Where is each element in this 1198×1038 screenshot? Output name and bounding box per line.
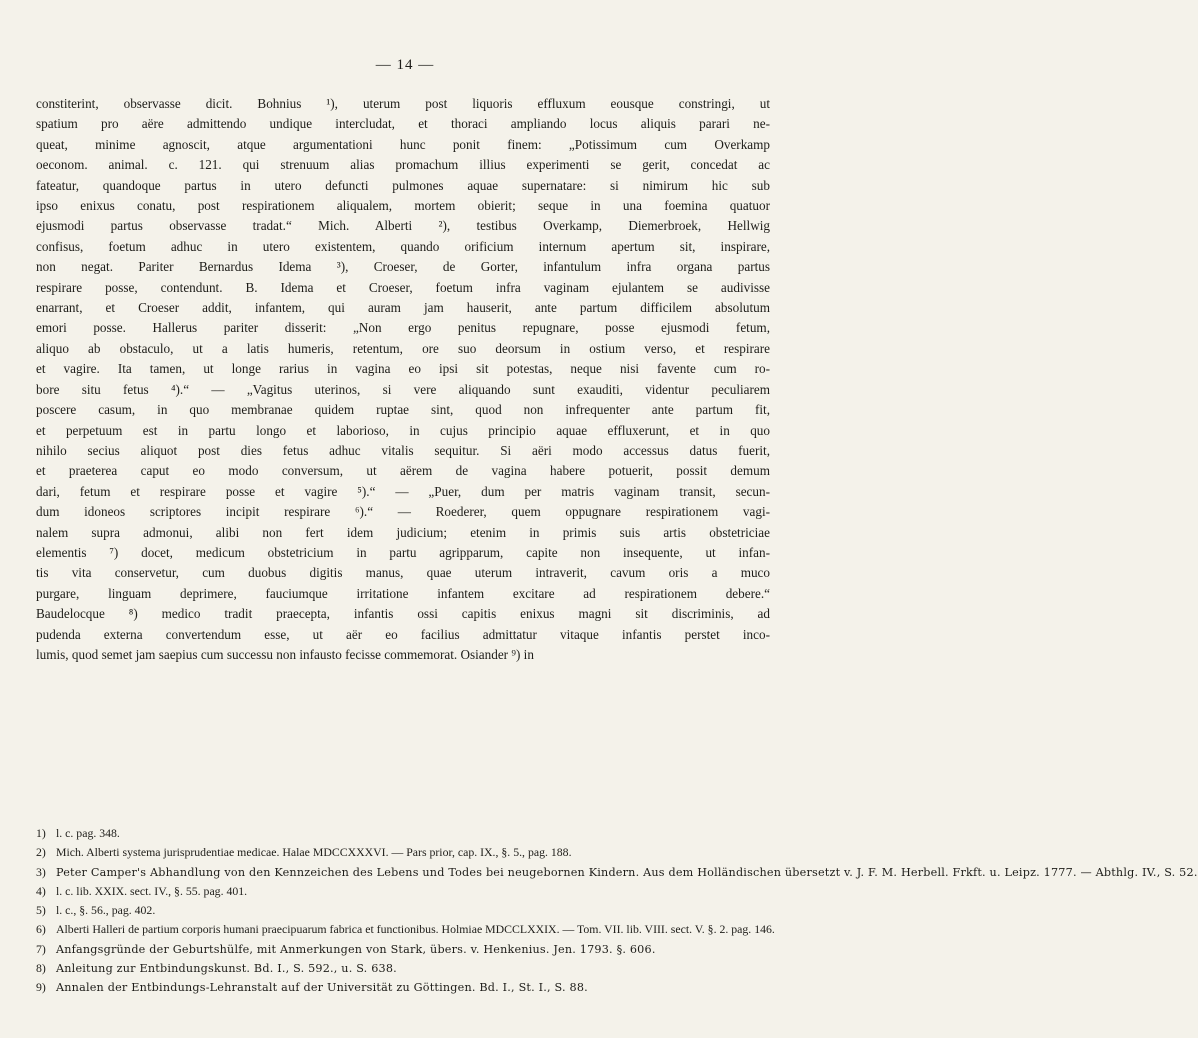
footnote-number: 6) [36, 922, 46, 937]
footnote-text: Mich. Alberti systema jurisprudentiae medicae. Halae MDCCXXXVI. — Pars prior, cap. IX., §. 5., pag. 188. [56, 845, 572, 860]
text-line: emori posse. Hallerus pariter disserit: „Non ergo penitus repugnare, posse ejusmodi fetum, [36, 320, 770, 336]
text-line: ipso enixus conatu, post respirationem aliqualem, mortem obierit; seque in una foemina quatuor [36, 198, 770, 214]
text-line: oeconom. animal. c. 121. qui strenuum alias promachum illius experimenti se gerit, concedat ac [36, 157, 770, 173]
text-line: non negat. Pariter Bernardus Idema ³), Croeser, de Gorter, infantulum infra organa partus [36, 259, 770, 275]
text-line: Baudelocque ⁸) medico tradit praecepta, infantis ossi capitis enixus magni sit discriminis, ad [36, 606, 770, 622]
footnote-number: 9) [36, 980, 46, 995]
footnote [36, 940, 770, 959]
text-line: lumis, quod semet jam saepius cum successu non infausto fecisse commemorat. Osiander ⁹) in [36, 646, 534, 662]
footnote-number: 3) [36, 864, 46, 879]
text-line: dari, fetum et respirare posse et vagire ⁵).“ — „Puer, dum per matris vaginam transit, secun- [36, 483, 770, 499]
text-line: enarrant, et Croeser addit, infantem, qui auram jam hauserit, ante partum difficilem absolutum [36, 300, 770, 316]
text-line: et vagire. Ita tamen, ut longe rarius in vagina eo ipsi sit potestas, neque nisi favente cum ro- [36, 361, 770, 377]
footnote-number: 8) [36, 961, 46, 976]
footnote [36, 959, 770, 978]
text-line: dum idoneos scriptores incipit respirare ⁶).“ — Roederer, quem oppugnare respirationem vagi- [36, 504, 770, 520]
footnote-number: 1) [36, 826, 46, 840]
text-line: spatium pro aëre admittendo undique intercludat, et thoraci ampliando locus aliquis parari ne- [36, 116, 770, 132]
text-line: et praeterea caput eo modo conversum, ut aërem de vagina habere potuerit, possit demum [36, 463, 770, 479]
footnote-text: Annalen der Entbindungs-Lehranstalt auf der Universität zu Göttingen. Bd. I., St. I., S. 88. [56, 981, 588, 995]
text-line: elementis ⁷) docet, medicum obstetricium in partu agripparum, capite non insequente, ut infan- [36, 544, 770, 560]
text-line: poscere casum, in quo membranae quidem ruptae sint, quod non infrequenter ante partum fit, [36, 402, 770, 418]
text-line: tis vita conservetur, cum duobus digitis manus, quae uterum intraverit, cavum oris a muco [36, 565, 770, 581]
footnote [36, 978, 770, 997]
text-line: purgare, linguam deprimere, fauciumque irritatione infantem excitare ad respirationem debere.“ [36, 585, 770, 601]
footnotes [36, 824, 1198, 998]
text-line: pudenda externa convertendum esse, ut aër eo facilius admittatur vitaque infantis perstet inco- [36, 626, 770, 642]
footnote-number: 4) [36, 883, 46, 898]
text-line: bore situ fetus ⁴).“ — „Vagitus uterinos, si vere aliquando sunt exauditi, videntur peculiarem [36, 381, 770, 397]
page-number: — 14 — [375, 57, 435, 73]
main-text [36, 94, 770, 665]
footnote-text: l. c. pag. 348. [56, 826, 120, 840]
text-line: ejusmodi partus observasse tradat.“ Mich. Alberti ²), testibus Overkamp, Diemerbroek, Hellwig [36, 218, 770, 234]
document-page [20, 0, 1198, 1038]
footnote-text: Anfangsgründe der Geburtshülfe, mit Anmerkungen von Stark, übers. v. Henkenius. Jen. 1793. §. 606. [56, 942, 656, 956]
text-line: respirare posse, contendunt. B. Idema et Croeser, foetum infra vaginam ejulantem se audivisse [36, 279, 770, 295]
footnote-number: 7) [36, 941, 46, 956]
text-line: constiterint, observasse dicit. Bohnius ¹), uterum post liquoris effluxum eousque constringi, ut [36, 96, 770, 111]
text-line: nalem supra admonui, alibi non fert idem judicium; etenim in primis suis artis obstetriciae [36, 524, 770, 540]
footnote [36, 843, 770, 862]
footnote [36, 824, 770, 843]
footnote-number: 5) [36, 903, 46, 918]
footnote [36, 863, 1198, 882]
text-line: confisus, foetum adhuc in utero existentem, quando orificium internum apertum sit, inspirare, [36, 238, 770, 254]
footnote-text: Alberti Halleri de partium corporis humani praecipuarum fabrica et functionibus. Holmiae MDCCLXXIX. — Tom. VII. lib. VIII. sect. V. §. 2. pag. 146. [56, 922, 775, 937]
text-line: nihilo secius aliquot post dies fetus adhuc vitalis sequitur. Si aëri modo accessus datus fuerit, [36, 442, 770, 458]
text-line: queat, minime agnoscit, atque argumentationi hunc ponit finem: „Potissimum cum Overkamp [36, 136, 770, 152]
footnote [36, 882, 770, 901]
footnote-text: l. c., §. 56., pag. 402. [56, 903, 156, 918]
footnote [36, 901, 770, 920]
footnote-text: Anleitung zur Entbindungskunst. Bd. I., S. 592., u. S. 638. [56, 962, 397, 976]
text-line: et perpetuum est in partu longo et laborioso, in cujus principio aquae effluxerunt, et in quo [36, 422, 770, 438]
footnote [36, 920, 775, 939]
footnote-text: Peter Camper's Abhandlung von den Kennzeichen des Lebens und Todes bei neugebornen Kindern. Aus dem Holländischen übersetzt v. J. F. M. Herbell. Frkft. u. Leipz. 1777. — Abthlg. IV., S. 52. [56, 865, 1198, 879]
footnote-number: 2) [36, 845, 46, 860]
text-line: aliquo ab obstaculo, ut a latis humeris, retentum, ore suo deorsum in ostium verso, et respirare [36, 340, 770, 356]
text-line: fateatur, quandoque partus in utero defuncti pulmones aquae supernatare: si nimirum hic sub [36, 177, 770, 193]
footnote-text: l. c. lib. XXIX. sect. IV., §. 55. pag. 401. [56, 883, 248, 898]
